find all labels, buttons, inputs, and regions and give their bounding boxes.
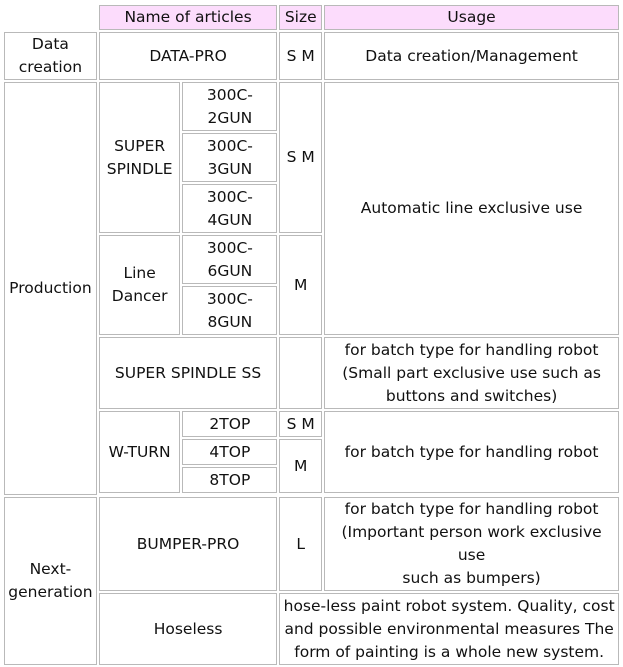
header-name-of-articles: Name of articles — [99, 5, 277, 30]
size-data-pro: S M — [279, 32, 322, 80]
usage-data-pro: Data creation/Management — [324, 32, 619, 80]
usage-bumper-pro: for batch type for handling robot (Important person work exclusive use such as bumpers) — [324, 497, 619, 591]
model-300c-8gun: 300C- 8GUN — [182, 286, 277, 335]
article-super-spindle-ss: SUPER SPINDLE SS — [99, 337, 277, 409]
size-super-spindle-ss — [279, 337, 322, 409]
size-4top-8top: M — [279, 439, 322, 493]
size-2top: S M — [279, 411, 322, 437]
model-300c-6gun: 300C- 6GUN — [182, 235, 277, 284]
article-data-pro: DATA-PRO — [99, 32, 277, 80]
header-size: Size — [279, 5, 322, 30]
table-row-bumper-pro — [4, 497, 619, 591]
model-8top: 8TOP — [182, 467, 277, 493]
article-line-dancer: Line Dancer — [99, 235, 181, 335]
model-2top: 2TOP — [182, 411, 277, 437]
size-bumper-pro: L — [279, 497, 322, 591]
header-usage: Usage — [324, 5, 619, 30]
category-production: Production — [4, 82, 97, 495]
usage-hoseless: hose-less paint robot system. Quality, cost and possible environmental measures The form of painting is a whole new system. — [279, 593, 619, 665]
header-corner — [4, 5, 97, 30]
usage-automatic-line: Automatic line exclusive use — [324, 82, 619, 335]
usage-super-spindle-ss: for batch type for handling robot (Small part exclusive use such as buttons and switches) — [324, 337, 619, 409]
category-data-creation: Data creation — [4, 32, 97, 80]
size-line-dancer: M — [279, 235, 322, 335]
size-super-spindle: S M — [279, 82, 322, 233]
article-bumper-pro: BUMPER-PRO — [99, 497, 277, 591]
table-row-data-creation — [4, 32, 619, 80]
article-hoseless: Hoseless — [99, 593, 277, 665]
article-super-spindle: SUPER SPINDLE — [99, 82, 181, 233]
article-w-turn: W-TURN — [99, 411, 181, 493]
header-row — [4, 5, 619, 30]
table-row-super-spindle-2gun — [4, 82, 619, 131]
category-next-generation: Next- generation — [4, 497, 97, 665]
model-4top: 4TOP — [182, 439, 277, 465]
usage-w-turn: for batch type for handling robot — [324, 411, 619, 493]
model-300c-2gun: 300C- 2GUN — [182, 82, 277, 131]
model-300c-4gun: 300C- 4GUN — [182, 184, 277, 233]
model-300c-3gun: 300C- 3GUN — [182, 133, 277, 182]
articles-table — [2, 3, 621, 667]
